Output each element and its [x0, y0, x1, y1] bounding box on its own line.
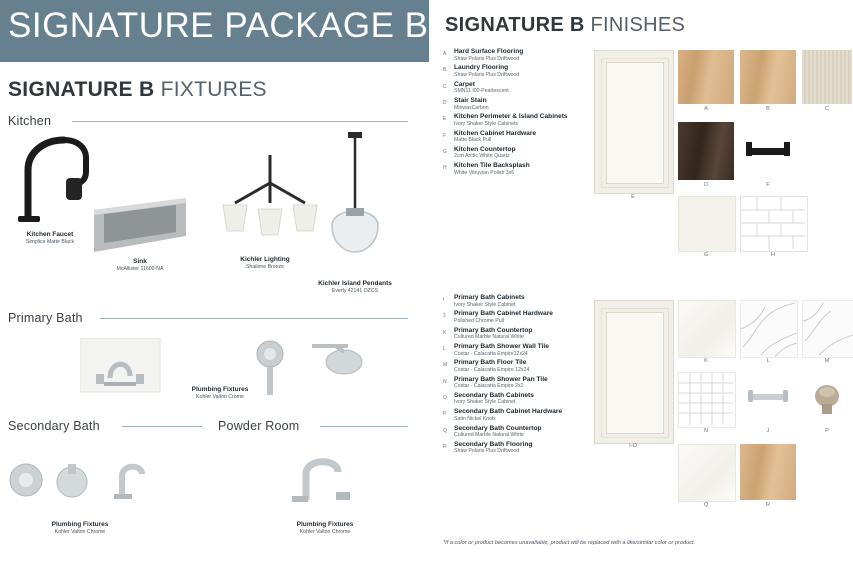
- swatch-countertop-g: [678, 196, 736, 252]
- swatch-label-d: D: [703, 182, 709, 188]
- caption-powder-plumbing: Plumbing Fixtures Kohler Valton Chrome: [296, 521, 354, 536]
- satin-nickel-knob-icon: [802, 372, 852, 426]
- legend-item: B. Laundry Flooring Shaw Polaris Plus Driftwood: [443, 64, 520, 78]
- fixtures-heading: [8, 78, 267, 102]
- caption-secondary-plumbing: Plumbing Fixtures Kohler Valton Chrome: [51, 521, 109, 536]
- swatch-label-f: F: [766, 182, 770, 188]
- swatch-backsplash-h: [740, 196, 808, 252]
- finishes-heading: [445, 14, 685, 37]
- fixtures-heading-light: FIXTURES: [160, 78, 267, 101]
- swatch-label-g: G: [703, 252, 709, 258]
- section-rule-kitchen: [72, 121, 408, 122]
- swatch-label-l: L: [766, 358, 770, 364]
- swatch-label-n: N: [703, 428, 709, 434]
- swatch-flooring-r: [740, 444, 796, 500]
- swatch-carpet-c: [802, 50, 852, 104]
- kichler-island-pendant-image: [310, 130, 400, 260]
- legend-item: Q Secondary Bath Countertop Cultured Marble Natural White: [443, 424, 542, 439]
- legend-item: O Secondary Bath Cabinets Ivory Shaker Style Cabinet: [443, 391, 534, 406]
- section-label-kitchen: Kitchen: [8, 114, 52, 128]
- swatch-label-q: Q: [703, 502, 709, 508]
- swatch-cabinet-io: [594, 300, 674, 444]
- legend-item: C Carpet SMN11 I00-Pearlescent: [443, 80, 509, 95]
- footnote: *If a color or product becomes unavailable, product will be replaced with a like/similar color or product.: [443, 540, 696, 546]
- secondary-bath-fixtures-image: [2, 440, 162, 510]
- swatch-label-io: I-O: [629, 443, 637, 449]
- swatch-flooring-b: [740, 50, 796, 104]
- section-rule-powder-room: [320, 426, 408, 427]
- legend-item: A Hard Surface Flooring Shaw Polaris Plus Driftwood: [443, 48, 524, 62]
- subway-tile-pattern: [741, 197, 805, 249]
- legend-item: J Primary Bath Cabinet Hardware Polished Chrome Pull: [443, 310, 553, 324]
- swatch-stain-d: [678, 122, 734, 180]
- legend-item: H Kitchen Tile Backsplash White Vitruvian Polish 3x6: [443, 162, 530, 176]
- caption-kichler-lighting: Kichler Lighting Shailene Bronze: [240, 256, 290, 271]
- legend-item: D Stair Stain MinwaxCarbon: [443, 96, 489, 111]
- finishes-heading-bold: SIGNATURE B: [445, 14, 585, 36]
- swatch-hardware-j: [740, 372, 796, 426]
- swatch-label-p: P: [825, 428, 829, 434]
- swatch-label-m: M: [824, 358, 830, 364]
- marble-veining: [803, 301, 853, 357]
- swatch-label-h: H: [770, 252, 776, 258]
- swatch-hardware-f: [740, 122, 796, 180]
- caption-sink: Sink McAllister 11600-NA: [116, 258, 164, 273]
- legend-item: E Kitchen Perimeter & Island Cabinets Ivory Shaker Style Cabinets: [443, 113, 568, 127]
- legend-item: F Kitchen Cabinet Hardware Matte Black Pull: [443, 129, 537, 144]
- caption-island-pendants: Kichler Island Pendants Everly 42141 OZCS: [318, 280, 392, 295]
- chrome-pull-icon: [740, 372, 796, 426]
- caption-kitchen-faucet: Kitchen Faucet Simplice Matte Black: [25, 231, 75, 246]
- kitchen-sink-image: [90, 190, 190, 260]
- kichler-lighting-image: [215, 155, 325, 255]
- swatch-label-c: C: [824, 106, 830, 112]
- swatch-countertop-k: [678, 300, 736, 358]
- primary-bath-faucet-image: [80, 338, 170, 398]
- caption-primary-plumbing: Plumbing Fixtures Kohler Valton Crome: [191, 386, 249, 401]
- swatch-hardware-p: [802, 372, 852, 426]
- powder-room-fixtures-image: [272, 442, 382, 512]
- swatch-flooring-a: [678, 50, 734, 104]
- legend-item: M Primary Bath Floor Tile Costar - Calacatta Empire 12x24: [443, 359, 530, 373]
- legend-item: I Primary Bath Cabinets Ivory Shaker Style Cabinet: [443, 294, 525, 308]
- swatch-label-j: J: [766, 428, 770, 434]
- swatch-cabinet-e: [594, 50, 674, 194]
- legend-item: P Secondary Bath Cabinet Hardware Satin Nickel Knob: [443, 408, 563, 422]
- title-band: [0, 0, 429, 62]
- swatch-label-r: R: [765, 502, 771, 508]
- swatch-label-a: A: [704, 106, 708, 112]
- page-title: SIGNATURE PACKAGE B: [8, 6, 429, 45]
- swatch-shower-pan-tile-n: [678, 372, 736, 428]
- swatch-label-k: K: [704, 358, 708, 364]
- section-rule-secondary-bath: [122, 426, 202, 427]
- matte-black-pull-icon: [740, 122, 796, 180]
- legend-item: K Primary Bath Countertop Cultured Marble Natural White: [443, 326, 533, 341]
- mosaic-tile-pattern: [679, 373, 733, 425]
- section-rule-primary-bath: [100, 318, 408, 319]
- section-label-primary-bath: Primary Bath: [8, 311, 83, 325]
- fixtures-heading-bold: SIGNATURE B: [8, 78, 155, 101]
- legend-item: R Secondary Bath Flooring Shaw Polaris Plus Driftwood: [443, 440, 533, 455]
- legend-item: N Primary Bath Shower Pan Tile Costar - Calacatta Empire 2x2: [443, 375, 548, 390]
- legend-item: G Kitchen Countertop 2cm Arctic White Quartz: [443, 145, 516, 160]
- section-label-powder-room: Powder Room: [218, 419, 300, 433]
- finishes-heading-light: FINISHES: [590, 14, 686, 36]
- swatch-countertop-q: [678, 444, 736, 502]
- swatch-label-b: B: [766, 106, 770, 112]
- right-panel: [437, 0, 853, 569]
- section-label-secondary-bath: Secondary Bath: [8, 419, 100, 433]
- legend-top: [443, 48, 603, 179]
- swatch-floor-tile-m: [802, 300, 853, 358]
- swatch-label-e: E: [631, 194, 635, 200]
- legend-item: L Primary Bath Shower Wall Tile Costar - Calacatta Empire12x24: [443, 342, 549, 357]
- legend-bottom: [443, 294, 603, 457]
- marble-veining: [741, 301, 797, 357]
- swatch-shower-wall-tile-l: [740, 300, 798, 358]
